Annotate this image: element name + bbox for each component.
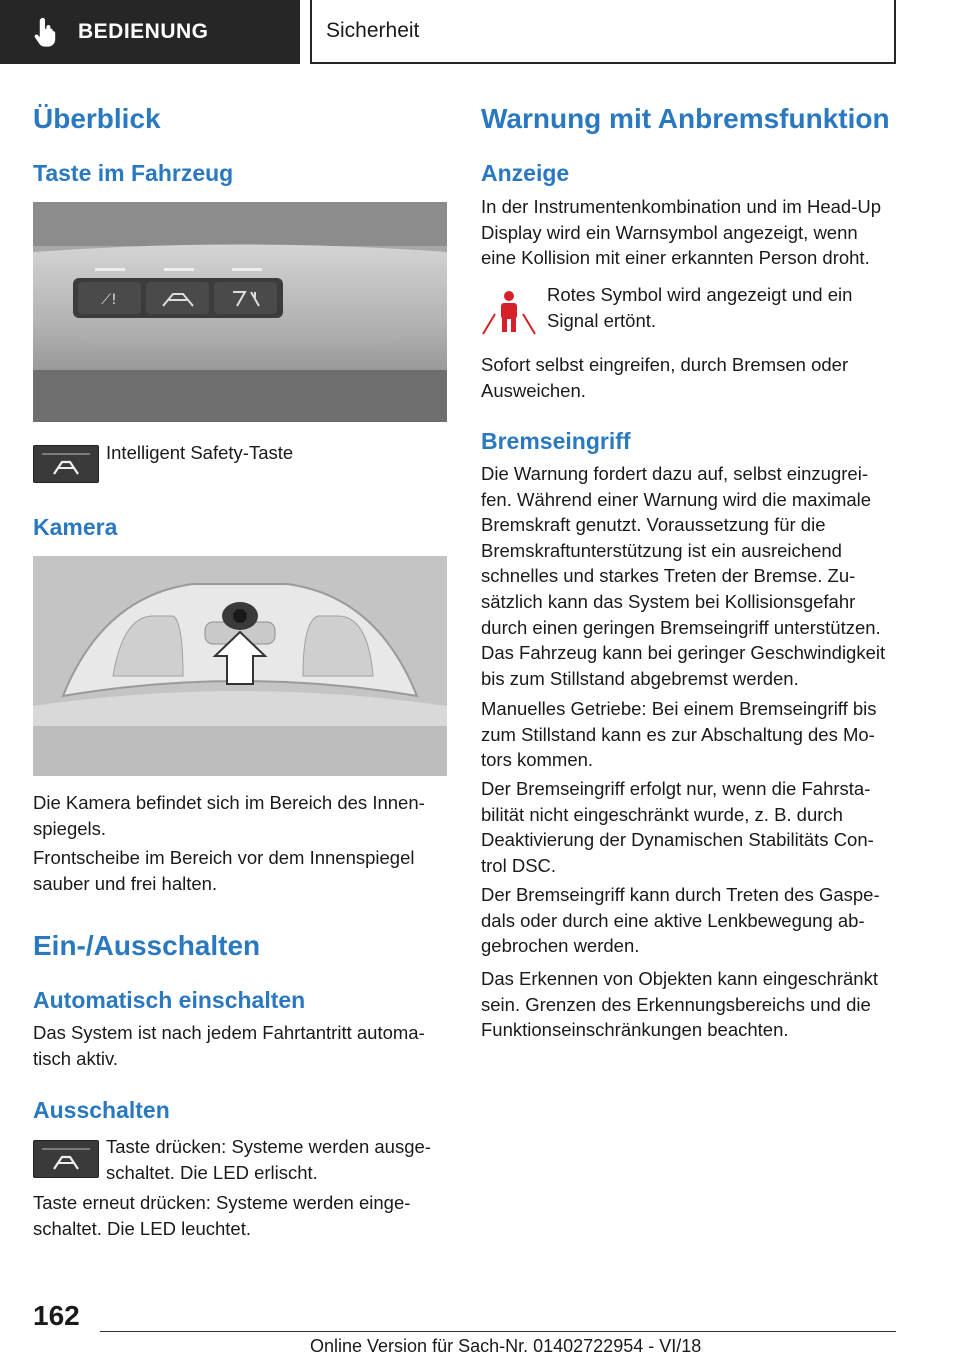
safety-button-icon (33, 445, 99, 483)
text-line: bis zum Stillstand abgebremst werden. (481, 667, 799, 689)
text-line: Taste drücken: Systeme werden ausge- (106, 1136, 431, 1157)
text-line: Der Bremseingriff erfolgt nur, wenn die Fahrsta- (481, 778, 871, 799)
text-line: In der Instrumentenkombination und im Head-Up (481, 196, 882, 217)
text-line: tisch aktiv. (33, 1047, 118, 1069)
text-line: sein. Grenzen des Erkennungsbereichs und die (481, 993, 871, 1015)
text-line: bilität nicht eingeschränkt wurde, z. B. durch (481, 803, 843, 825)
heading-auto-on: Automatisch einschalten (33, 987, 306, 1013)
text-line: Das Fahrzeug kann bei geringer Geschwindigkeit (481, 642, 886, 664)
camera-paragraph-1 (33, 790, 425, 841)
text-line: Bremskraftunterstützung ist ein ausreichend (481, 539, 842, 561)
heading-off: Ausschalten (33, 1097, 170, 1123)
safety-button-icon (33, 1140, 99, 1178)
text-line: Deaktivierung der Dynamischen Stabilitäts Con- (481, 829, 874, 851)
heading-warning-braking: Warnung mit Anbremsfunktion (481, 103, 890, 134)
text-line: dals oder durch eine aktive Lenkbewegung ab- (481, 909, 865, 931)
heading-brake-intervention: Bremseingriff (481, 428, 631, 454)
text-line: sätzlich kann das System bei Kollisionsgefahr (481, 590, 856, 612)
heading-display: Anzeige (481, 160, 570, 186)
text-line: Der Bremseingriff kann durch Treten des Gaspe- (481, 884, 880, 905)
text-line: spiegels. (33, 817, 107, 839)
camera-paragraph-2 (33, 845, 415, 896)
auto-paragraph (33, 1020, 425, 1071)
text-line: trol DSC. (481, 854, 557, 876)
text-line: Das Erkennen von Objekten kann eingeschränkt (481, 968, 878, 989)
text-line: eine Kollision mit einer erkannten Person droht. (481, 247, 870, 269)
off-paragraph (106, 1134, 431, 1185)
text-line: durch einen geringen Bremseingriff unterstützen. (481, 616, 881, 638)
text-line: Die Warnung fordert dazu auf, selbst einzugrei- (481, 463, 868, 484)
off-paragraph-2 (33, 1190, 410, 1241)
button-panel-photo (33, 202, 447, 422)
pedestrian-warning-icon (481, 288, 537, 338)
text-line: Manuelles Getriebe: Bei einem Bremseingriff bis (481, 698, 877, 719)
hand-pointer-icon (30, 15, 64, 49)
footer-online-version: Online Version für Sach-Nr. 01402722954 - VI/18 (310, 1336, 702, 1356)
heading-button-in-vehicle: Taste im Fahrzeug (33, 160, 234, 186)
text-line: sauber und frei halten. (33, 872, 218, 894)
text-line: gebrochen werden. (481, 935, 640, 957)
page-number: 162 (33, 1300, 80, 1331)
text-line: Ausweichen. (481, 379, 586, 401)
limits-paragraph (481, 966, 878, 1043)
chapter-label: BEDIENUNG (78, 20, 209, 43)
text-line: Rotes Symbol wird angezeigt und ein (547, 284, 853, 305)
chapter-tab[interactable] (0, 0, 300, 64)
footer-divider (100, 1331, 896, 1332)
text-line: Taste erneut drücken: Systeme werden einge- (33, 1192, 411, 1213)
camera-windshield-photo (33, 556, 447, 776)
text-line: Bremskraft genutzt. Voraussetzung für die (481, 514, 826, 536)
text-line: Frontscheibe im Bereich vor dem Innenspiegel (33, 847, 415, 868)
heading-on-off: Ein-/Ausschalten (33, 930, 261, 961)
symbol-paragraph (547, 282, 852, 333)
text-line: Signal ertönt. (547, 309, 657, 331)
text-line: schaltet. Die LED erlischt. (106, 1161, 318, 1183)
text-line: Das System ist nach jedem Fahrtantritt automa- (33, 1022, 425, 1043)
dsc-paragraph (481, 776, 874, 878)
svg-text:⟋!: ⟋! (101, 292, 117, 308)
text-line: schnelles und starkes Treten der Bremse. Zu- (481, 565, 856, 587)
manual-paragraph (481, 696, 877, 773)
abort-paragraph (481, 882, 880, 959)
text-line: Sofort selbst eingreifen, durch Bremsen oder (481, 354, 849, 375)
display-paragraph (481, 194, 881, 271)
button-caption: Intelligent Safety-Taste (106, 442, 294, 463)
section-header (310, 0, 896, 64)
text-line: Die Kamera befindet sich im Bereich des Innen- (33, 792, 425, 813)
text-line: tors kommen. (481, 749, 594, 771)
text-line: fen. Während einer Warnung wird die maximale (481, 488, 872, 510)
text-line: Funktionseinschränkungen beachten. (481, 1019, 789, 1041)
text-line: Display wird ein Warnsymbol angezeigt, wenn (481, 221, 858, 243)
text-line: schaltet. Die LED leuchtet. (33, 1217, 251, 1239)
heading-overview: Überblick (33, 103, 161, 134)
action-paragraph (481, 352, 848, 403)
section-label: Sicherheit (326, 19, 420, 42)
text-line: zum Stillstand kann es zur Abschaltung des Mo- (481, 723, 875, 745)
brake-paragraph (481, 461, 885, 691)
heading-camera: Kamera (33, 514, 118, 540)
